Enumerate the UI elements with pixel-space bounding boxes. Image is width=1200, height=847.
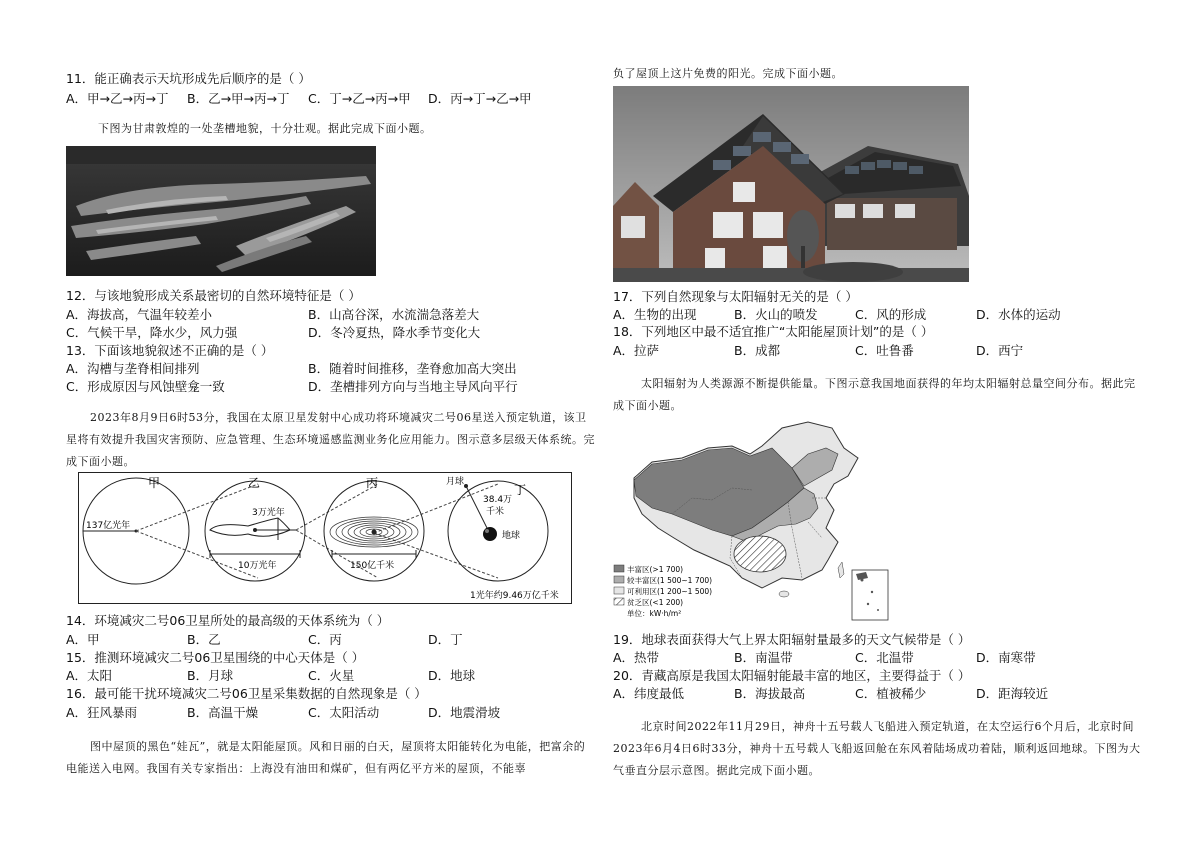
q19-option-b[interactable]: B．南温带 [734,650,793,665]
q19-option-d[interactable]: D．南寒带 [976,650,1036,665]
yi-width: 10万光年 [238,561,277,571]
legend-rich: 丰富区(>1 700) [627,565,684,574]
q15-option-c[interactable]: C．火星 [308,668,355,683]
q17-option-b[interactable]: B．火山的喷发 [734,307,818,322]
q11-option-c[interactable]: C．丁→乙→丙→甲 [308,91,411,106]
q18-option-b[interactable]: B．成都 [734,343,781,358]
q14-option-a[interactable]: A．甲 [66,632,100,647]
q18-stem: 18．下列地区中最不适宜推广“太阳能屋顶计划”的是（ ） [613,324,934,339]
q14-option-d[interactable]: D．丁 [428,632,463,647]
q18-option-a[interactable]: A．拉萨 [613,343,660,358]
q18-option-c[interactable]: C．吐鲁番 [855,343,914,358]
q13-option-c[interactable]: C．形成原因与风蚀壁龛一致 [66,379,225,394]
q16-option-c[interactable]: C．太阳活动 [308,705,380,720]
label-bing: 丙 [366,476,379,490]
radiation-intro: 太阳辐射为人类源源不断提供能量。下图示意我国地面获得的年均太阳辐射总量空间分布。据此完成下面小题。 [613,377,1136,412]
q17-option-c[interactable]: C．风的形成 [855,307,927,322]
q20-stem: 20．青藏高原是我国太阳辐射能最丰富的地区，主要得益于（ ） [613,668,971,683]
q17-option-d[interactable]: D．水体的运动 [976,307,1061,322]
q13-stem: 13．下面该地貌叙述不正确的是（ ） [66,343,274,358]
satellite-intro: 2023年8月9日6时53分，我国在太原卫星发射中心成功将环境减灾二号06星送入预定轨道，该卫星将有效提升我国灾害预防、应急管理、生态环境遥感监测业务化应用能力。图示意多层级天体系统。完成下面小题。 [66,411,595,468]
q12-stem: 12．与该地貌形成关系最密切的自然环境特征是（ ） [66,288,361,303]
earth-label: 地球 [502,531,521,541]
yardang-landform-photo [66,146,376,276]
q12-option-c[interactable]: C．气候干旱，降水少，风力强 [66,325,238,340]
q16-option-b[interactable]: B．高温干燥 [187,705,259,720]
q19-option-c[interactable]: C．北温带 [855,650,914,665]
q19-stem: 19．地球表面获得大气上界太阳辐射量最多的天文气候带是（ ） [613,632,971,647]
legend-poor: 贫乏区(<1 200) [627,598,684,607]
q15-stem: 15．推测环境减灾二号06卫星围绕的中心天体是（ ） [66,650,365,665]
label-ding: 丁 [514,483,527,497]
q12-option-d[interactable]: D．冬冷夏热，降水季节变化大 [308,325,481,340]
q11-option-a[interactable]: A．甲→乙→丙→丁 [66,91,169,106]
q17-option-a[interactable]: A．生物的出现 [613,307,697,322]
q17-stem: 17．下列自然现象与太阳辐射无关的是（ ） [613,289,858,304]
q12-option-a[interactable]: A．海拔高，气温年较差小 [66,307,213,322]
yardang-intro: 下图为甘肃敦煌的一处垄槽地貌，十分壮观。据此完成下面小题。 [98,122,432,135]
q16-option-d[interactable]: D．地震滑坡 [428,705,501,720]
light-year-note: 1光年约9.46万亿千米 [470,591,559,601]
q15-option-b[interactable]: B．月球 [187,668,234,683]
q14-option-b[interactable]: B．乙 [187,632,221,647]
label-yi: 乙 [248,476,261,490]
q16-option-a[interactable]: A．狂风暴雨 [66,705,138,720]
q12-option-b[interactable]: B．山高谷深，水流湍急落差大 [308,307,480,322]
bing-size: 150亿千米 [350,561,395,571]
q15-option-d[interactable]: D．地球 [428,668,476,683]
roof-intro-continued: 负了屋顶上这片免费的阳光。完成下面小题。 [613,67,843,80]
celestial-system-diagram [78,472,572,604]
moon-label: 月球 [446,477,465,487]
legend-usable: 可利用区(1 200~1 500) [627,587,713,596]
q11-stem: 11．能正确表示天坑形成先后顺序的是（ ） [66,71,311,86]
roof-intro: 图中屋顶的黑色“娃瓦”，就是太阳能屋顶。风和日丽的白天，屋顶将太阳能转化为电能，把富余的电能送入电网。我国有关专家指出：上海没有油田和煤矿，但有两亿平方米的屋顶，不能辜 [66,740,586,775]
q14-stem: 14．环境减灾二号06卫星所处的最高级的天体系统为（ ） [66,613,390,628]
moon-distance-2: 千米 [486,507,505,517]
label-jia: 甲 [148,476,161,490]
q11-option-d[interactable]: D．丙→丁→乙→甲 [428,91,532,106]
q11-option-b[interactable]: B．乙→甲→丙→丁 [187,91,290,106]
china-solar-radiation-map [612,418,896,626]
q15-option-a[interactable]: A．太阳 [66,668,113,683]
q20-option-b[interactable]: B．海拔最高 [734,686,806,701]
q16-stem: 16．最可能干扰环境减灾二号06卫星采集数据的自然现象是（ ） [66,686,427,701]
q20-option-a[interactable]: A．纬度最低 [613,686,685,701]
shenzhou-intro: 北京时间2022年11月29日，神舟十五号载人飞船进入预定轨道，在太空运行6个月后，北京时间2023年6月4日6时33分，神舟十五号载人飞船返回舱在东风着陆场成功着陆，顺利返回地球。下图为大气垂直分层示意图。据此完成下面小题。 [613,720,1141,777]
q18-option-d[interactable]: D．西宁 [976,343,1024,358]
solar-roof-house-photo [613,86,969,282]
q19-option-a[interactable]: A．热带 [613,650,660,665]
q14-option-c[interactable]: C．丙 [308,632,342,647]
q20-option-c[interactable]: C．植被稀少 [855,686,927,701]
q13-option-d[interactable]: D．垄槽排列方向与当地主导风向平行 [308,379,518,394]
q20-option-d[interactable]: D．距海较近 [976,686,1049,701]
jia-size: 137亿光年 [86,521,131,531]
moon-distance-1: 38.4万 [483,495,513,505]
q13-option-b[interactable]: B．随着时间推移，垄脊愈加高大突出 [308,361,517,376]
legend-unit: 单位：kW·h/m² [627,609,682,618]
q13-option-a[interactable]: A．沟槽与垄脊相间排列 [66,361,200,376]
yi-height: 3万光年 [252,508,285,518]
legend-fairly-rich: 较丰富区(1 500~1 700) [627,576,713,585]
